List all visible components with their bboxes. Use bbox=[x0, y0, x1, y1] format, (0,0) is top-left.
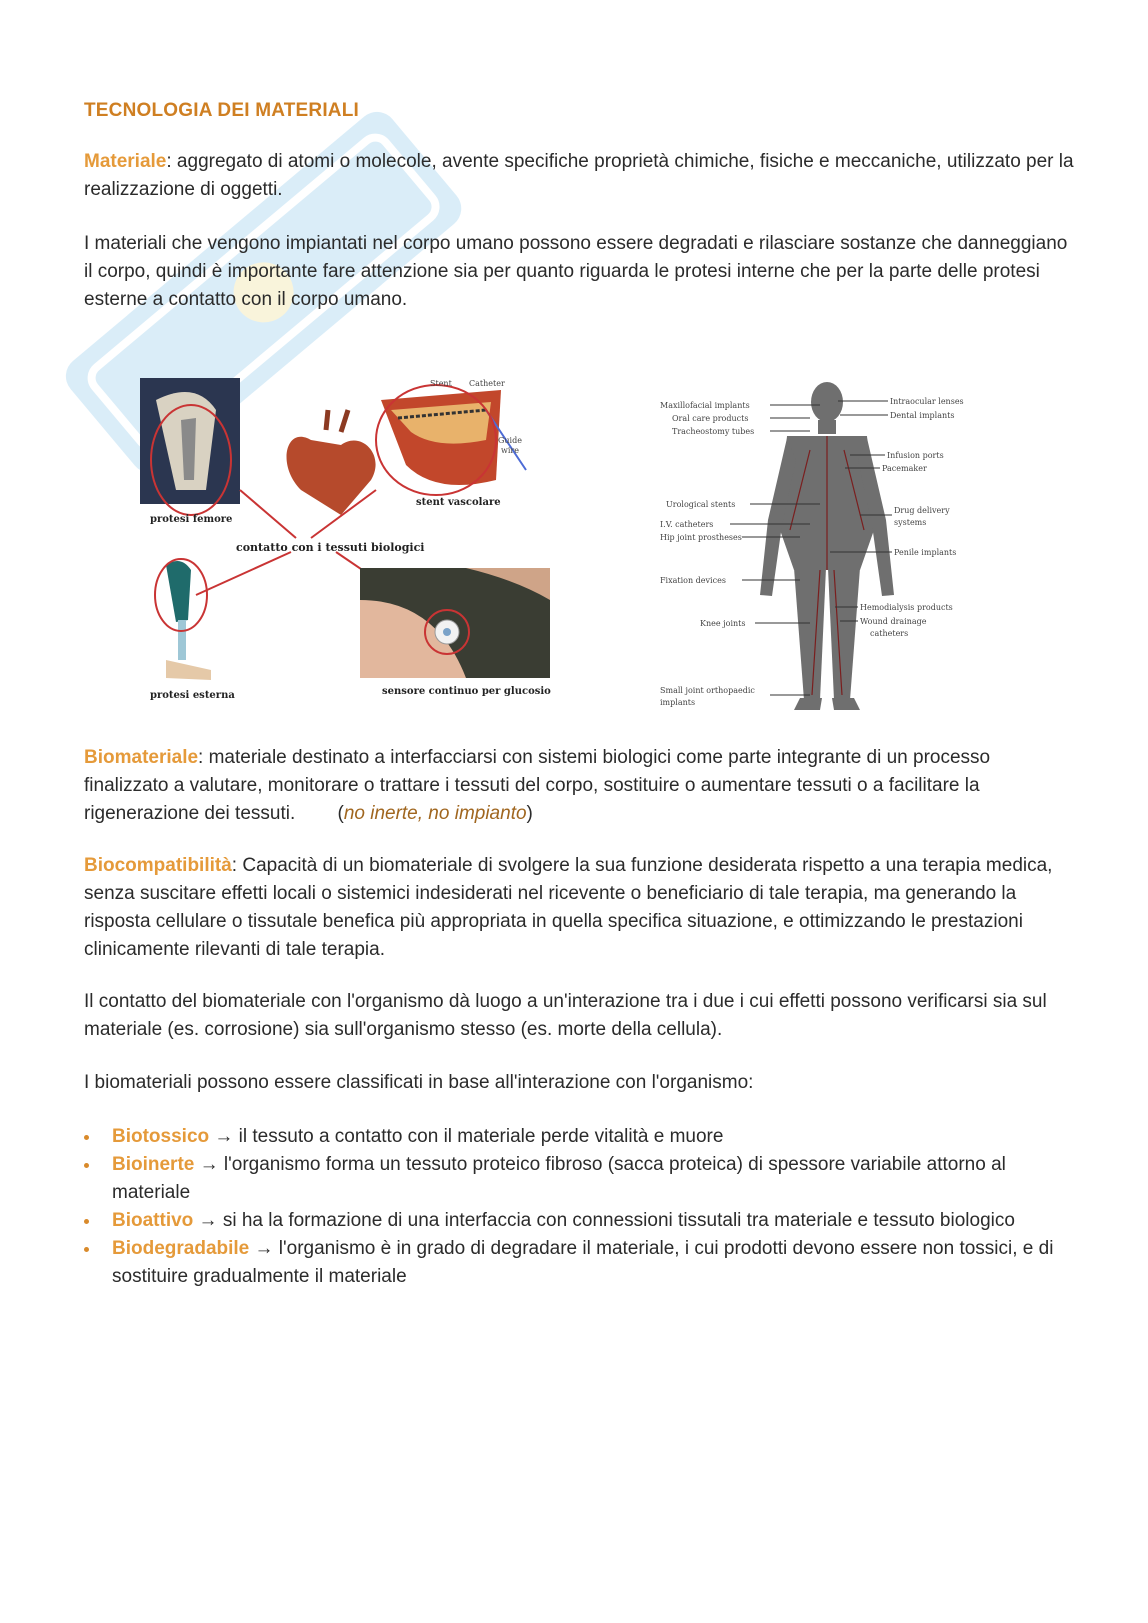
figure-contact-tissues bbox=[136, 370, 576, 720]
glucose-sensor-image bbox=[360, 568, 550, 678]
label-drug-systems: systems bbox=[894, 518, 927, 527]
label-maxillofacial: Maxillofacial implants bbox=[660, 401, 750, 410]
label-small-joint-2: implants bbox=[660, 698, 696, 707]
label-urological: Urological stents bbox=[666, 500, 736, 509]
list-item bbox=[84, 1235, 1074, 1291]
label-stent: stent vascolare bbox=[416, 497, 501, 508]
label-hip-joint: Hip joint prostheses bbox=[660, 533, 742, 542]
biomateriale-note: no inerte, no impianto bbox=[343, 803, 527, 824]
label-infusion: Infusion ports bbox=[887, 451, 944, 460]
definition-text: : aggregato di atomi o molecole, avente specifiche proprietà chimiche, fisiche e meccaniche, utilizzato per la realizzazione di oggetti. bbox=[84, 151, 1074, 200]
page-title: TECNOLOGIA DEI MATERIALI bbox=[84, 100, 360, 121]
term-biotossico: Biotossico bbox=[112, 1126, 210, 1147]
label-femur: protesi femore bbox=[150, 514, 233, 525]
label-oral-care: Oral care products bbox=[672, 414, 749, 423]
list-item-text: → l'organismo è in grado di degradare il materiale, i cui prodotti devono essere non tossici, e di sostituire gradualmente il materiale bbox=[112, 1238, 1054, 1287]
label-wound-catheters: catheters bbox=[870, 629, 909, 638]
biomateriale-text: : materiale destinato a interfacciarsi con sistemi biologici come parte integrante di un processo finalizzato a valutare, monitorare o trattare i tessuti del corpo, sostituire o aumentare tessuti o a facilitare la rigenerazione dei tessuti. bbox=[84, 747, 991, 824]
list-item bbox=[84, 1123, 1074, 1151]
note-close: ) bbox=[526, 803, 533, 824]
classification-list bbox=[84, 1123, 1074, 1291]
femur-prosthesis-image bbox=[140, 378, 240, 515]
label-stent-small: Stent bbox=[430, 379, 452, 388]
list-item bbox=[84, 1151, 1074, 1207]
list-item bbox=[84, 1207, 1074, 1235]
label-wound-drainage: Wound drainage bbox=[860, 617, 927, 626]
label-sensor: sensore continuo per glucosio bbox=[382, 686, 551, 697]
definition-materiale bbox=[84, 148, 1074, 204]
list-item-text: → il tessuto a contatto con il materiale perde vitalità e muore bbox=[209, 1126, 724, 1147]
label-dental: Dental implants bbox=[890, 411, 955, 420]
label-guide-small: Guide bbox=[498, 436, 522, 445]
term-biomateriale: Biomateriale bbox=[84, 747, 199, 768]
definition-biocompatibilita bbox=[84, 852, 1074, 964]
list-item-text: → l'organismo forma un tessuto proteico fibroso (sacca proteica) di spessore variabile attorno al materiale bbox=[112, 1154, 1006, 1203]
label-pacemaker: Pacemaker bbox=[882, 464, 927, 473]
label-external: protesi esterna bbox=[150, 690, 235, 701]
label-intraocular: Intraocular lenses bbox=[890, 397, 964, 406]
label-penile: Penile implants bbox=[894, 548, 957, 557]
definition-biomateriale bbox=[84, 744, 1074, 828]
bullet-icon bbox=[84, 1219, 89, 1224]
label-drug-delivery: Drug delivery bbox=[894, 506, 950, 515]
label-hemodialysis: Hemodialysis products bbox=[860, 603, 953, 612]
list-item-text: → si ha la formazione di una interfaccia con connessioni tissutali tra materiale e tessuto biologico bbox=[193, 1210, 1015, 1231]
bullet-icon bbox=[84, 1247, 89, 1252]
note-open: ( bbox=[337, 803, 344, 824]
label-iv-catheters: I.V. catheters bbox=[660, 520, 714, 529]
label-center: contatto con i tessuti biologici bbox=[236, 541, 425, 554]
term-materiale: Materiale bbox=[84, 151, 167, 172]
term-biodegradabile: Biodegradabile bbox=[112, 1238, 250, 1259]
bullet-icon bbox=[84, 1163, 89, 1168]
biocompatibilita-text: : Capacità di un biomateriale di svolgere la sua funzione desiderata rispetto a una terapia medica, senza suscitare effetti locali o sistemici indesiderati nel ricevente o beneficiario di tale terapia, ma generando la risposta cellulare o tissutale benefica più appropriata in quella specifica situazione, e ottimizzando le prestazioni clinicamente rilevanti di tale terapia. bbox=[84, 855, 1053, 960]
term-bioinerte: Bioinerte bbox=[112, 1154, 195, 1175]
external-prosthesis-image bbox=[155, 559, 211, 680]
label-small-joint: Small joint orthopaedic bbox=[660, 686, 755, 695]
label-catheter-small: Catheter bbox=[469, 379, 505, 388]
term-biocompatibilita: Biocompatibilità bbox=[84, 855, 232, 876]
classificazione-paragraph: I biomateriali possono essere classificati in base all'interazione con l'organismo: bbox=[84, 1072, 754, 1093]
bullet-icon bbox=[84, 1135, 89, 1140]
label-fixation: Fixation devices bbox=[660, 576, 726, 585]
term-bioattivo: Bioattivo bbox=[112, 1210, 194, 1231]
label-wire-small: wire bbox=[501, 446, 519, 455]
label-tracheostomy: Tracheostomy tubes bbox=[672, 427, 755, 436]
contatto-paragraph: Il contatto del biomateriale con l'organismo dà luogo a un'interazione tra i due i cui effetti possono verificarsi sia sul materiale (es. corrosione) sia sull'organismo stesso (es. morte della cellula). bbox=[84, 991, 1047, 1040]
label-knee: Knee joints bbox=[700, 619, 746, 628]
figure-body-implants bbox=[660, 380, 1010, 740]
intro-paragraph: I materiali che vengono impiantati nel corpo umano possono essere degradati e rilasciare sostanze che danneggiano il corpo, quindi è importante fare attenzione sia per quanto riguarda le protesi interne che per la parte delle protesi esterne a contatto con il corpo umano. bbox=[84, 233, 1068, 310]
